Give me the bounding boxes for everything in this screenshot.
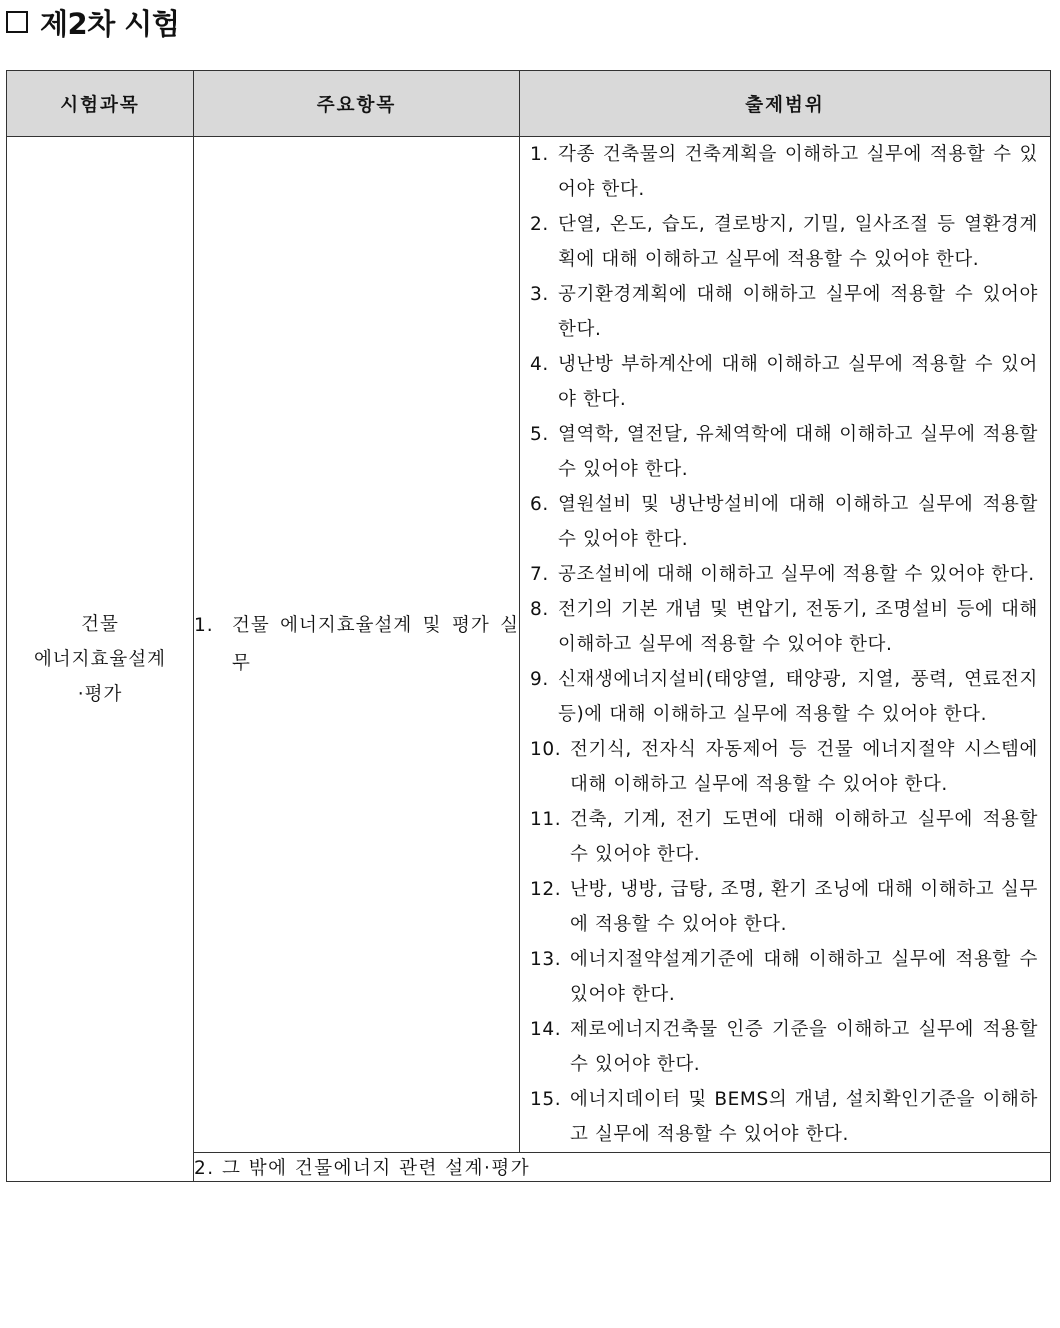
scope-item [530,557,1038,592]
scope-item-number: 5. [530,424,549,445]
section-heading [6,2,179,42]
scope-item [530,207,1038,277]
scope-item-number: 9. [530,669,549,690]
scope-item-number: 2. [530,214,549,235]
scope-item-number: 4. [530,354,549,375]
scope-item-number: 14. [530,1019,562,1040]
header-subject: 시험과목 [7,71,194,137]
scope-item-text: 공기환경계획에 대해 이해하고 실무에 적용할 수 있어야 한다. [558,284,1038,340]
scope-item-text: 열역학, 열전달, 유체역학에 대해 이해하고 실무에 적용할 수 있어야 한다. [558,424,1038,480]
scope-item-text: 신재생에너지설비(태양열, 태양광, 지열, 풍력, 연료전지 등)에 대해 이해하고 실무에 적용할 수 있어야 한다. [558,669,1038,725]
scope-item [530,137,1038,207]
table-row [7,137,1051,1153]
scope-item [530,347,1038,417]
scope-item-text: 냉난방 부하계산에 대해 이해하고 실무에 적용할 수 있어야 한다. [558,354,1038,410]
header-main-item: 주요항목 [194,71,520,137]
scope-item-number: 13. [530,949,562,970]
scope-item-number: 7. [530,564,549,585]
scope-item-number: 6. [530,494,549,515]
scope-item [530,487,1038,557]
scope-item [530,592,1038,662]
scope-item [530,662,1038,732]
section-title: 제2차 시험 [40,6,180,41]
scope-item [530,872,1038,942]
header-scope: 출제범위 [520,71,1051,137]
checkbox-square-icon [6,11,28,33]
subject-line: ·평가 [77,683,123,705]
scope-item-text: 전기의 기본 개념 및 변압기, 전동기, 조명설비 등에 대해 이해하고 실무에 적용할 수 있어야 한다. [558,599,1038,655]
scope-item-text: 전기식, 전자식 자동제어 등 건물 에너지절약 시스템에 대해 이해하고 실무에 적용할 수 있어야 한다. [570,739,1038,795]
scope-item [530,277,1038,347]
scope-item-text: 건축, 기계, 전기 도면에 대해 이해하고 실무에 적용할 수 있어야 한다. [570,809,1038,865]
scope-cell [520,137,1051,1153]
main-item-number: 1. [194,614,214,636]
scope-item-number: 11. [530,809,562,830]
scope-item-number: 8. [530,599,549,620]
subject-line: 에너지효율설계 [33,648,167,670]
scope-item [530,802,1038,872]
scope-list [530,137,1038,1152]
scope-item-number: 10. [530,739,562,760]
scope-item [530,1082,1038,1152]
scope-item-number: 1. [530,144,549,165]
scope-item-number: 12. [530,879,562,900]
scope-item-text: 공조설비에 대해 이해하고 실무에 적용할 수 있어야 한다. [558,564,1035,585]
scope-item-text: 각종 건축물의 건축계획을 이해하고 실무에 적용할 수 있어야 한다. [558,144,1038,200]
scope-item-text: 열원설비 및 냉난방설비에 대해 이해하고 실무에 적용할 수 있어야 한다. [558,494,1038,550]
scope-item-number: 15. [530,1089,562,1110]
scope-item-text: 에너지데이터 및 BEMS의 개념, 설치확인기준을 이해하고 실무에 적용할 수 있어야 한다. [570,1089,1038,1145]
scope-item [530,732,1038,802]
scope-item-text: 난방, 냉방, 급탕, 조명, 환기 조닝에 대해 이해하고 실무에 적용할 수 있어야 한다. [570,879,1038,935]
scope-item-number: 3. [530,284,549,305]
scope-item [530,942,1038,1012]
exam-table [6,70,1051,1182]
subject-line: 건물 [81,613,119,635]
scope-item-text: 제로에너지건축물 인증 기준을 이해하고 실무에 적용할 수 있어야 한다. [570,1019,1038,1075]
main-item-cell [194,137,520,1153]
bottom-item-cell: 2. 그 밖에 건물에너지 관련 설계·평가 [194,1153,1051,1182]
scope-item [530,1012,1038,1082]
subject-cell [7,137,194,1182]
main-item-text: 건물 에너지효율설계 및 평가 실무 [232,614,519,674]
scope-item [530,417,1038,487]
scope-item-text: 단열, 온도, 습도, 결로방지, 기밀, 일사조절 등 열환경계획에 대해 이해하고 실무에 적용할 수 있어야 한다. [558,214,1038,270]
table-header-row [7,71,1051,137]
scope-item-text: 에너지절약설계기준에 대해 이해하고 실무에 적용할 수 있어야 한다. [570,949,1038,1005]
main-item [194,607,519,683]
